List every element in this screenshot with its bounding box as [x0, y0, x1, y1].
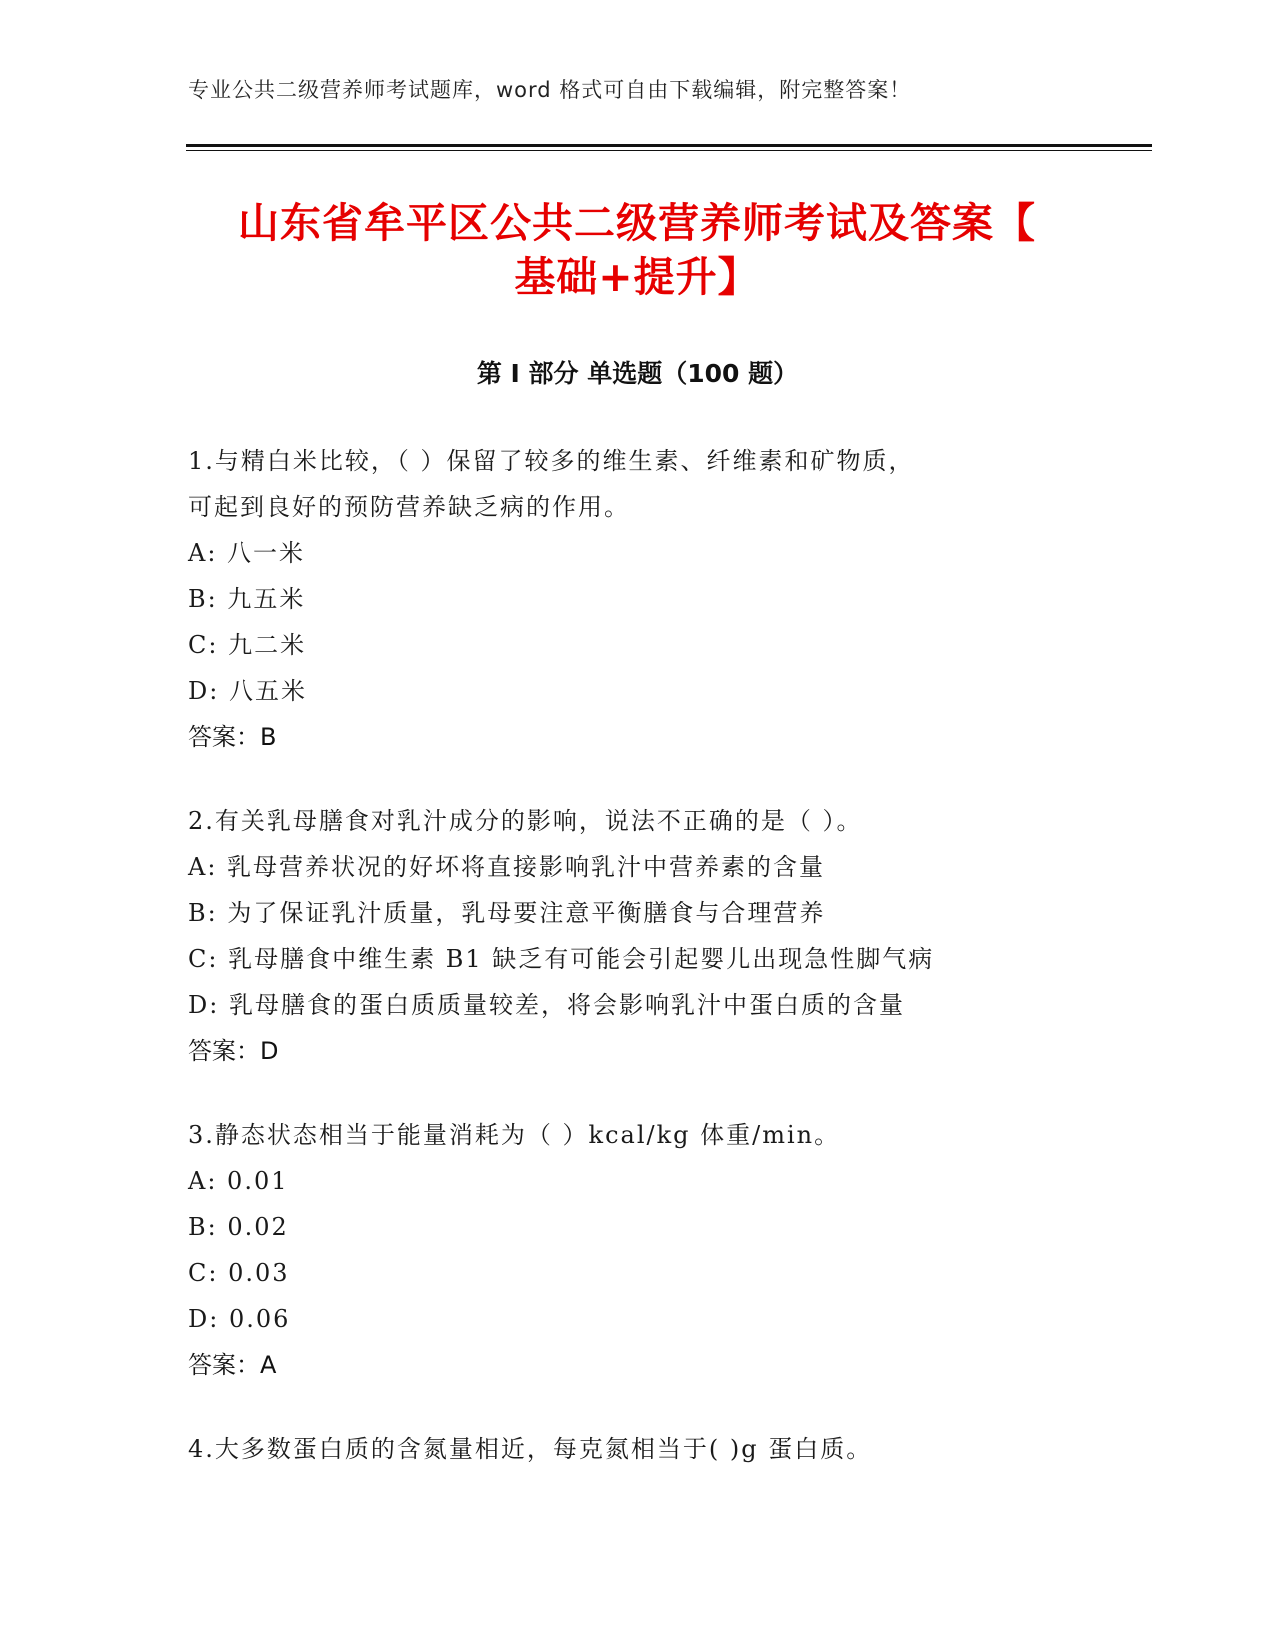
question-2 — [188, 798, 1088, 1074]
question-stem-continued: 可起到良好的预防营养缺乏病的作用。 — [188, 493, 630, 521]
document-title-line2: 基础+提升】 — [514, 253, 760, 301]
option-d: D: 八五米 — [188, 677, 307, 705]
option-b: B: 为了保证乳汁质量，乳母要注意平衡膳食与合理营养 — [188, 899, 826, 927]
answer: 答案：D — [188, 1037, 279, 1065]
option-b: B: 0.02 — [188, 1213, 289, 1241]
option-b: B: 九五米 — [188, 585, 306, 613]
option-c: C: 乳母膳食中维生素 B1 缺乏有可能会引起婴儿出现急性脚气病 — [188, 945, 935, 973]
question-stem: 2.有关乳母膳食对乳汁成分的影响，说法不正确的是（ ）。 — [188, 807, 863, 835]
question-stem: 3.静态状态相当于能量消耗为（ ）kcal/kg 体重/min。 — [188, 1121, 841, 1149]
document-title-line1: 山东省牟平区公共二级营养师考试及答案【 — [238, 199, 1036, 247]
option-c: C: 0.03 — [188, 1259, 290, 1287]
option-a: A: 八一米 — [188, 539, 306, 567]
answer: 答案：B — [188, 723, 277, 751]
section-title: 第 I 部分 单选题（100 题） — [476, 359, 799, 388]
header-rule-thick — [186, 144, 1152, 147]
question-stem: 1.与精白米比较，（ ）保留了较多的维生素、纤维素和矿物质， — [188, 447, 915, 475]
header-note: 专业公共二级营养师考试题库，word 格式可自由下载编辑，附完整答案！ — [188, 78, 912, 102]
question-list — [188, 438, 1088, 1510]
question-4 — [188, 1426, 1088, 1472]
header-rule-thin — [186, 150, 1152, 151]
question-stem: 4.大多数蛋白质的含氮量相近，每克氮相当于( )g 蛋白质。 — [188, 1435, 873, 1463]
option-a: A: 乳母营养状况的好坏将直接影响乳汁中营养素的含量 — [188, 853, 826, 881]
option-d: D: 0.06 — [188, 1305, 291, 1333]
option-a: A: 0.01 — [188, 1167, 289, 1195]
question-1 — [188, 438, 1088, 760]
question-3 — [188, 1112, 1088, 1388]
document-title — [137, 196, 1137, 304]
option-d: D: 乳母膳食的蛋白质质量较差，将会影响乳汁中蛋白质的含量 — [188, 991, 905, 1019]
answer: 答案：A — [188, 1351, 277, 1379]
option-c: C: 九二米 — [188, 631, 307, 659]
